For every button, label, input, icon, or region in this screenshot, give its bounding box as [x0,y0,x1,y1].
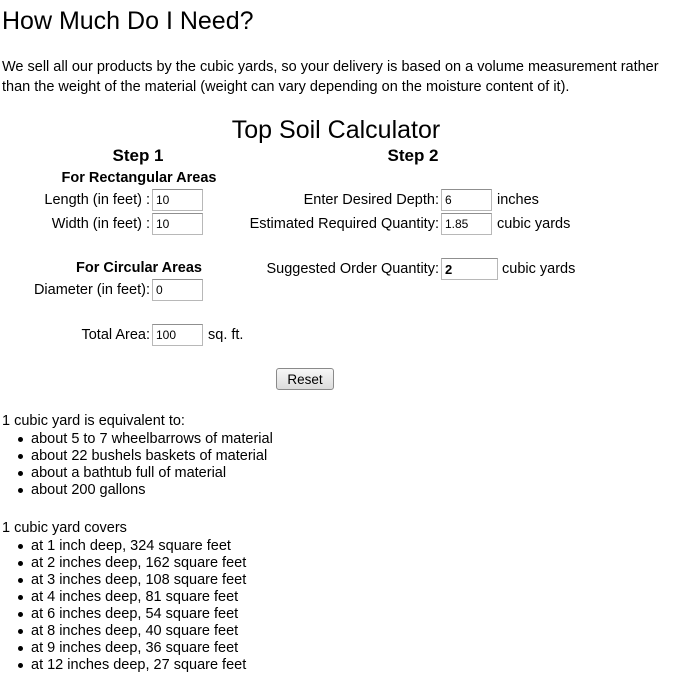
list-item: at 2 inches deep, 162 square feet [31,555,247,571]
equivalents-heading: 1 cubic yard is equivalent to: [2,413,185,429]
coverage-list [0,538,246,674]
coverage-heading: 1 cubic yard covers [2,520,127,536]
estimated-quantity-label: Estimated Required Quantity: [249,216,439,232]
intro-text: We sell all our products by the cubic yards, so your delivery is based on a volume measurement rather than the weight of the material (weight can vary depending on the moisture content of it). [2,59,659,95]
length-label: Length (in feet) : [44,192,150,208]
estimated-quantity-input[interactable] [441,213,492,235]
diameter-label: Diameter (in feet): [33,282,150,298]
list-item: at 12 inches deep, 27 square feet [31,657,247,673]
suggested-quantity-unit: cubic yards [502,261,576,277]
list-item: about 5 to 7 wheelbarrows of material [31,431,273,447]
list-item: at 6 inches deep, 54 square feet [31,606,246,623]
depth-input[interactable] [441,189,492,211]
depth-unit: inches [497,192,539,208]
equivalents-list [0,431,273,499]
rectangular-areas-heading: For Rectangular Areas [61,170,217,186]
list-item: about a bathtub full of material [31,465,273,482]
depth-label: Enter Desired Depth: [303,192,439,208]
diameter-input[interactable] [152,279,203,301]
length-input[interactable] [152,189,203,211]
page-title: How Much Do I Need? [2,7,254,35]
reset-button[interactable]: Reset [276,368,334,390]
list-item: at 8 inches deep, 40 square feet [31,623,246,640]
suggested-quantity-label: Suggested Order Quantity: [266,261,439,277]
list-item: at 1 inch deep, 324 square feet [31,538,246,555]
list-item: at 4 inches deep, 81 square feet [31,589,246,606]
width-input[interactable] [152,213,203,235]
total-area-label: Total Area: [81,327,150,343]
calculator-title: Top Soil Calculator [231,116,441,144]
list-item: about 200 gallons [31,482,273,499]
circular-areas-heading: For Circular Areas [76,260,202,276]
total-area-input[interactable] [152,324,203,346]
list-item: about 22 bushels baskets of material [31,448,273,465]
total-area-unit: sq. ft. [208,327,244,343]
list-item: at 3 inches deep, 108 square feet [31,572,247,588]
list-item: at 9 inches deep, 36 square feet [31,640,246,657]
width-label: Width (in feet) : [51,216,150,232]
step1-heading: Step 1 [112,146,164,165]
step2-heading: Step 2 [387,146,439,165]
suggested-quantity-input[interactable] [441,258,498,280]
estimated-quantity-unit: cubic yards [497,216,571,232]
